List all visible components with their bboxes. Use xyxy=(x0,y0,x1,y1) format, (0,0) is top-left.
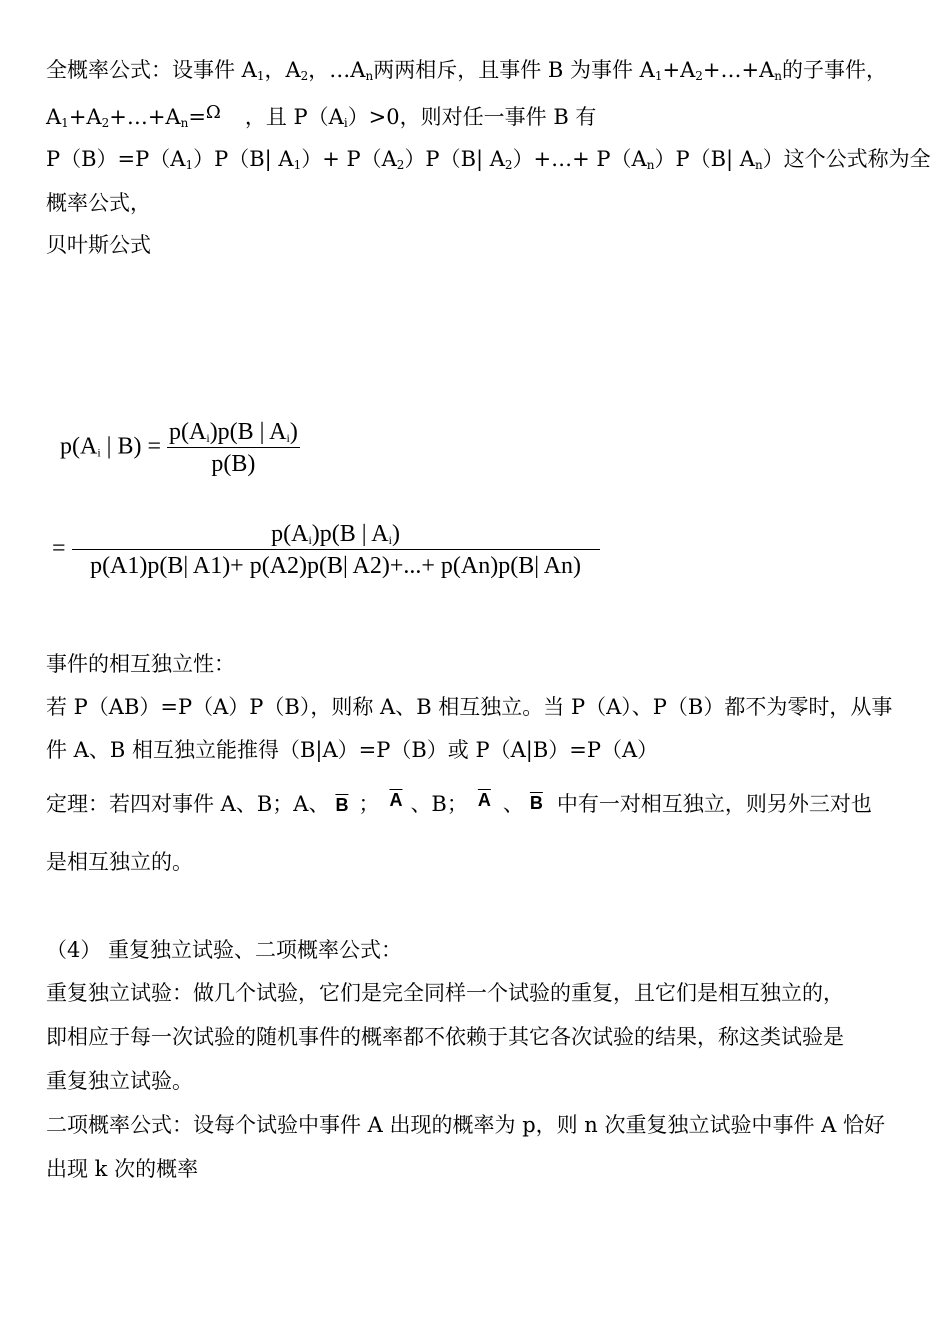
bernoulli-line-3: 重复独立试验。 xyxy=(46,1069,193,1093)
section-4-heading: （4） 重复独立试验、二项概率公式： xyxy=(46,938,403,962)
independence-line-2: 件 A、B 相互独立能推得（B|A）=P（B）或 P（A|B）=P（A） xyxy=(46,738,659,762)
independence-line-1: 若 P（AB）=P（A）P（B），则称 A、B 相互独立。当 P（A）、P（B）都不为零时，从事 xyxy=(46,695,893,719)
omega-symbol: Ω xyxy=(205,102,221,123)
theorem-line-1: 定理：若四对事件 A、B；A、 $\overline{B}$ ； $\overline{A}$ 、B； $\overline{A}$ 、 $\overline{B}$ 中有一对相互独立，则另外三对也 xyxy=(46,790,872,816)
complement-b: $\overline{B}$ xyxy=(529,793,543,813)
bernoulli-line-1: 重复独立试验：做几个试验，它们是完全同样一个试验的重复，且它们是相互独立的， xyxy=(46,981,844,1005)
fraction-bar xyxy=(72,549,600,550)
binomial-line-1: 二项概率公式：设每个试验中事件 A 出现的概率为 p，则 n 次重复独立试验中事件 A 恰好 xyxy=(46,1113,886,1137)
bayes-formula-line-1: $p(A_i$ | B) = $\frac{p(A_i)p(B | A_i)}{p(B)}$ xyxy=(60,419,298,477)
bayes-formula-line-2: = $\frac{p(A_i)p(B | A_i)}{p(A1)p(B| A1)+ p(A2)p(B| A2)+...+ p(An)p(B| An)}$ xyxy=(52,522,600,578)
total-probability-line-3: $P(B)=P(A_1)P(B|$ $A_1)+ P(A_2)P(B|$ $A_2)+\dots+ P(A_n)P(B|$ $A_n$）这个公式称为全 xyxy=(46,147,931,172)
independence-title: 事件的相互独立性： xyxy=(46,652,235,676)
bayes-fraction-1: $\frac{p(A_i)p(B | A_i)}{p(B)}$ xyxy=(169,419,298,477)
bayes-fraction-2: $\frac{p(A_i)p(B | A_i)}{p(A1)p(B| A1)+ p(A2)p(B| A2)+...+ p(An)p(B| An)}$ xyxy=(72,522,600,578)
fraction-bar xyxy=(167,447,300,448)
complement-a: $\overline{A}$ xyxy=(389,790,403,810)
theorem-line-2: 是相互独立的。 xyxy=(46,850,193,874)
bayes-title: 贝叶斯公式 xyxy=(46,233,151,257)
complement-b: $\overline{B}$ xyxy=(335,795,349,815)
total-probability-line-1: 全概率公式：设事件 $A_1$，$A_2$，$\dots A_n$两两相斥，且事件 B 为事件 $A_1+A_2+\dots+A_n$的子事件， xyxy=(46,58,887,83)
total-probability-line-4: 概率公式， xyxy=(46,191,151,215)
binomial-line-2: 出现 k 次的概率 xyxy=(46,1157,199,1181)
complement-a: $\overline{A}$ xyxy=(477,790,491,810)
bernoulli-line-2: 即相应于每一次试验的随机事件的概率都不依赖于其它各次试验的结果，称这类试验是 xyxy=(46,1025,844,1049)
total-probability-line-2: $A_1+A_2+\dots+A_n=\Omega$ ，且 $P(A_i)>0$，则对任一事件 B 有 xyxy=(46,102,597,130)
